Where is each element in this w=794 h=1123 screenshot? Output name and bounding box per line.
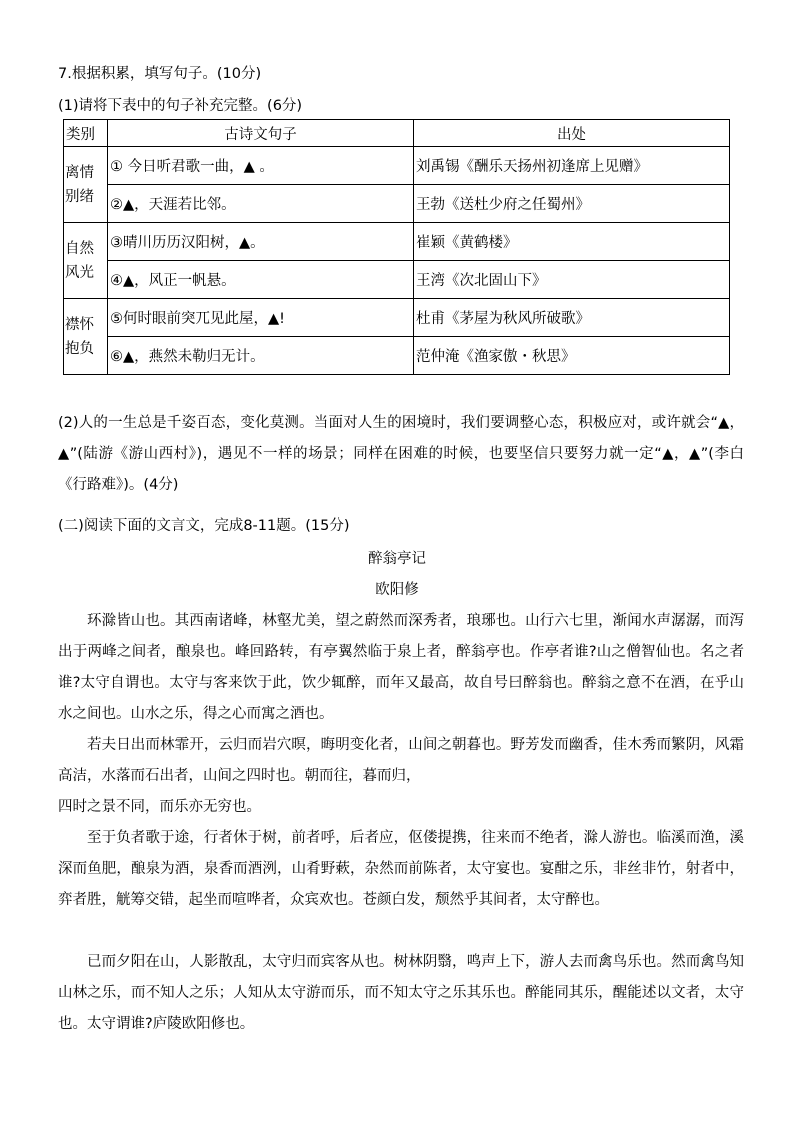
source-cell: 王湾《次北固山下》 xyxy=(414,261,730,299)
table-row xyxy=(64,299,730,337)
table-row xyxy=(64,147,730,185)
category-cell: 襟怀抱负 xyxy=(64,299,108,375)
passage-paragraph-1: 环滁皆山也。其西南诸峰，林壑尤美，望之蔚然而深秀者，琅琊也。山行六七里，渐闻水声潺潺，而泻出于两峰之间者，酿泉也。峰回路转，有亭翼然临于泉上者，醉翁亭也。作亭者谁?山之僧智仙也。名之者谁?太守自谓也。太守与客来饮于此，饮少辄醉，而年又最高，故自号曰醉翁也。醉翁之意不在酒，在乎山水之间也。山水之乐，得之心而寓之酒也。 xyxy=(58,613,744,722)
table-row xyxy=(64,185,730,223)
header-sentence: 古诗文句子 xyxy=(108,120,414,147)
passage-title: 醉翁亭记 xyxy=(368,551,426,567)
sentence-cell: ④▲，风正一帆悬。 xyxy=(108,261,414,299)
category-cell: 离情别绪 xyxy=(64,147,108,223)
source-cell: 范仲淹《渔家傲・秋思》 xyxy=(414,337,730,375)
poem-table xyxy=(63,119,730,375)
sentence-cell: ⑥▲，燕然未勒归无计。 xyxy=(108,337,414,375)
source-cell: 崔颖《黄鹤楼》 xyxy=(414,223,730,261)
passage-paragraph-4: 已而夕阳在山，人影散乱，太守归而宾客从也。树林阴翳，鸣声上下，游人去而禽鸟乐也。然而禽鸟知山林之乐，而不知人之乐；人知从太守游而乐，而不知太守之乐其乐也。醉能同其乐，醒能述以文者，太守也。太守谓谁?庐陵欧阳修也。 xyxy=(58,954,744,1032)
header-source: 出处 xyxy=(414,120,730,147)
table-row xyxy=(64,337,730,375)
sentence-cell: ②▲，天涯若比邻。 xyxy=(108,185,414,223)
sentence-cell: ⑤何时眼前突兀见此屋，▲! xyxy=(108,299,414,337)
header-category: 类别 xyxy=(64,120,108,147)
passage-paragraph-3: 至于负者歌于途，行者休于树，前者呼，后者应，伛偻提携，往来而不绝者，滁人游也。临溪而渔，溪深而鱼肥，酿泉为酒，泉香而酒洌，山肴野蔌，杂然而前陈者，太守宴也。宴酣之乐，非丝非竹，射者中，弈者胜，觥筹交错，起坐而喧哗者，众宾欢也。苍颜白发，颓然乎其间者，太守醉也。 xyxy=(58,830,744,908)
category-cell: 自然风光 xyxy=(64,223,108,299)
section-2-intro: (二)阅读下面的文言文，完成8-11题。(15分) xyxy=(58,518,350,534)
table-header-row xyxy=(64,120,730,147)
question-7-part2: (2)人的一生总是千姿百态，变化莫测。当面对人生的困境时，我们要调整心态，积极应对，或许就会“▲，▲”(陆游《游山西村》)，遇见不一样的场景；同样在困难的时候，也要坚信只要努力就一定“▲，▲”(李白《行路难》)。(4分) xyxy=(58,415,744,493)
passage-paragraph-2-end: 四时之景不同，而乐亦无穷也。 xyxy=(58,799,261,815)
passage-author: 欧阳修 xyxy=(375,582,419,598)
question-7-part1: (1)请将下表中的句子补充完整。(6分) xyxy=(58,98,303,114)
table-row xyxy=(64,223,730,261)
sentence-cell: ③晴川历历汉阳树，▲。 xyxy=(108,223,414,261)
source-cell: 杜甫《茅屋为秋风所破歌》 xyxy=(414,299,730,337)
passage-paragraph-2: 若夫日出而林霏开，云归而岩穴暝，晦明变化者，山间之朝暮也。野芳发而幽香，佳木秀而繁阴，风霜高洁，水落而石出者，山间之四时也。朝而往，暮而归， xyxy=(58,737,744,784)
table-row xyxy=(64,261,730,299)
question-7-title: 7.根据积累，填写句子。(10分) xyxy=(58,66,262,82)
source-cell: 王勃《送杜少府之任蜀州》 xyxy=(414,185,730,223)
sentence-cell: ① 今日听君歌一曲，▲ 。 xyxy=(108,147,414,185)
source-cell: 刘禹锡《酬乐天扬州初逢席上见赠》 xyxy=(414,147,730,185)
